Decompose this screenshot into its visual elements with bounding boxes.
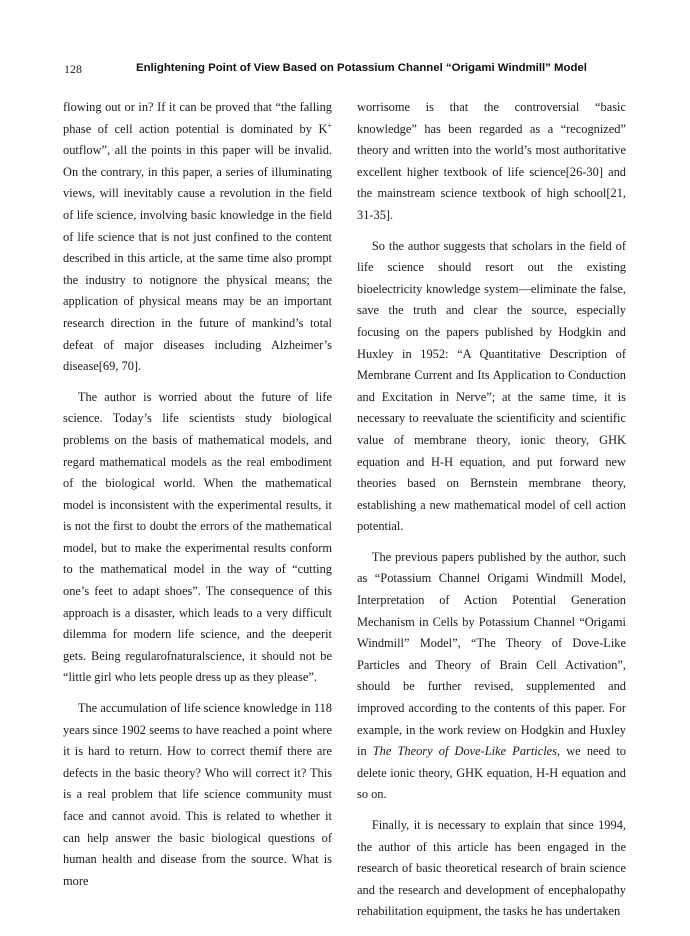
paragraph: worrisome is that the controversial “basic knowledge” has been regarded as a “recognized” theory and written into the world’s most authoritative excellent higher textbook of life science[26-30] and the mainstream science textbook of high school[21, 31-35]. [357,100,626,222]
running-title: Enlightening Point of View Based on Potassium Channel “Origami Windmill” Model [136,62,587,74]
book-title: The Theory of Dove-Like Particles [372,744,557,759]
right-column [357,97,626,923]
page-number: 128 [64,62,82,76]
paragraph-text: outflow”, all the points in this paper will be invalid. On the contrary, in this paper, a series of illuminating views, will inevitably cause a revolution in the field of life science, involving basic knowledge in the field of life science that is not just confined to the content described in this article, at the same time also prompt the industry to notignore the physical means; the application of physical means may be an important research direction in the future of mankind’s total defeat of major diseases including Alzheimer’s disease[69, 70]. [63,143,332,374]
paragraph-text: , we need to delete ionic theory, GHK equation, H-H equation and so on. [357,744,626,802]
page-header [64,62,626,78]
superscript: + [327,120,332,130]
paragraph: Finally, it is necessary to explain that since 1994, the author of this article has been engaged in the research of basic theoretical research of brain science and the research and development of encephalopathy rehabilitation equipment, the tasks he has undertaken [357,818,626,919]
paragraph [63,97,332,378]
paragraph [357,547,626,806]
paragraph-text: The previous papers published by the author, such as “Potassium Channel Origami Windmill Model, Interpretation of Action Potential Generation Mechanism in Cells by Potassium Channel “Origami Windmill” Model”, “The Theory of Dove-Like Particles and Theory of Brain Cell Activation”, should be further revised, supplemented and improved according to the contents of this paper. For example, in the work review on Hodgkin and Huxley in [357,549,626,759]
left-column [63,97,332,892]
paragraph: So the author suggests that scholars in the field of life science should resort out the existing bioelectricity knowledge system—eliminate the false, save the truth and clear the source, especially focusing on the papers published by Hodgkin and Huxley in 1952: “A Quantitative Description of Membrane Current and Its Application to Conduction and Excitation in Nerve”; at the same time, it is necessary to reevaluate the scientificity and scientific value of membrane theory, ionic theory, GHK equation and H-H equation, and put forward new theories based on Bernstein membrane theory, establishing a new mathematical model of cell action potential. [357,238,626,534]
paragraph: The author is worried about the future of life science. Today’s life scientists study biological problems on the basis of mathematical models, and regard mathematical models as the real embodiment of the biological world. When the mathematical model is inconsistent with the experimental results, it is not the first to doubt the errors of the mathematical model, but to make the experimental results conform to the mathematical model in the way of “cutting one’s feet to adapt shoes”. The consequence of this approach is a disaster, which leads to a very difficult dilemma for modern life science, and the deeperit gets. Being regularofnaturalscience, it should not be “little girl who lets people dress up as they please”. [63,389,332,685]
paragraph: The accumulation of life science knowledge in 118 years since 1902 seems to have reached a point where it is hard to return. How to correct themif there are defects in the basic theory? Who will correct it? This is a real problem that life science community must face and cannot avoid. This is related to whether it can help answer the basic biological questions of human health and disease from the source. What is more [63,701,332,888]
paragraph-text: flowing out or in? If it can be proved that “the falling phase of cell action potential is dominated by K [63,100,332,136]
